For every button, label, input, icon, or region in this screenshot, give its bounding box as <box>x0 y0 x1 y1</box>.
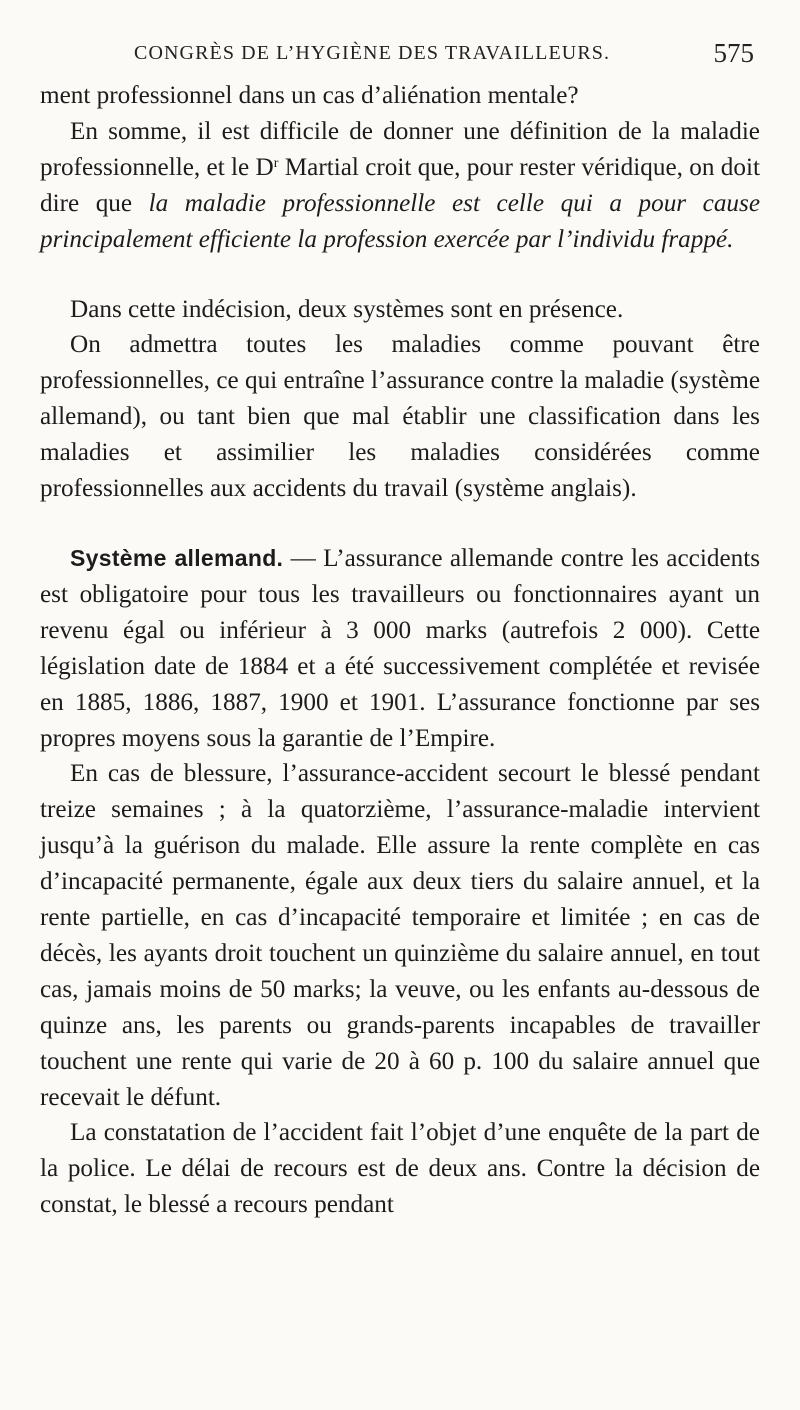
italic-definition: la maladie professionnelle est celle qui a pour cause principalement efficiente la profession exercée par l’individu frappé. <box>40 189 760 253</box>
body-text <box>40 78 760 1223</box>
section-heading: Système allemand. <box>70 544 284 571</box>
paragraph-text: On admettra toutes les maladies comme pouvant être professionnelles, ce qui entraîne l’assurance contre la maladie (système allemand), ou tant bien que mal établir une classification dans les maladies et assimilier les maladies considérées comme professionnelles aux accidents du travail (système anglais). <box>40 331 760 503</box>
running-header <box>38 38 762 72</box>
paragraph-definition <box>40 114 760 258</box>
paragraph-continuation <box>40 78 760 114</box>
paragraph-text: L’assurance allemande contre les accidents est obligatoire pour tous les travailleurs ou fonctionnaires ayant un revenu égal ou inférieur à 3 000 marks (autrefois 2 000). Cette législation date de 1884 et a été successivement complétée et revisée en 1885, 1886, 1887, 1900 et 1901. L’assurance fonctionne par ses propres moyens sous la garantie de l’Empire. <box>40 544 761 752</box>
paragraph-text: ment professionnel dans un cas d’aliénation mentale? <box>40 82 579 109</box>
paragraph-injury-benefits <box>40 756 760 1115</box>
paragraph-text: En cas de blessure, l’assurance-accident secourt le blessé pendant treize semaines ; à la quatorzième, l’assurance-maladie intervient jusqu’à la guérison du malade. Elle assure la rente complète en cas d’incapacité permanente, égale aux deux tiers du salaire annuel, et la rente partielle, en cas d’incapacité temporaire et limitée ; en cas de décès, les ayants droit touchent un quinzième du salaire annuel, en tout cas, jamais moins de 50 marks; la veuve, ou les enfants au-dessous de quinze ans, les parents ou grands-parents incapables de travailler touchent une rente qui varie de 20 à 60 p. 100 du salaire annuel que recevait le défunt. <box>40 760 760 1111</box>
superscript-text: r <box>273 155 279 171</box>
page-number: 575 <box>713 38 754 68</box>
paragraph-text: En somme, il est difficile de donner une définition de la maladie professionnelle, et le D <box>40 117 760 181</box>
paragraph-indecision <box>40 292 760 328</box>
paragraph-text: Martial croit que, pour rester véridique, on doit dire que <box>40 153 760 217</box>
paragraph-accident-report <box>40 1115 760 1223</box>
paragraph-text: Dans cette indécision, deux systèmes sont en présence. <box>70 295 624 323</box>
paragraph-systems <box>40 327 760 507</box>
paragraph-german-system <box>40 541 760 756</box>
paragraph-text: La constatation de l’accident fait l’objet d’une enquête de la part de la police. Le délai de recours est de deux ans. Contre la décision de constat, le blessé a recours pendant <box>40 1119 760 1219</box>
running-title: CONGRÈS DE L’HYGIÈNE DES TRAVAILLEURS. <box>134 42 611 64</box>
heading-dash: — <box>283 544 324 572</box>
